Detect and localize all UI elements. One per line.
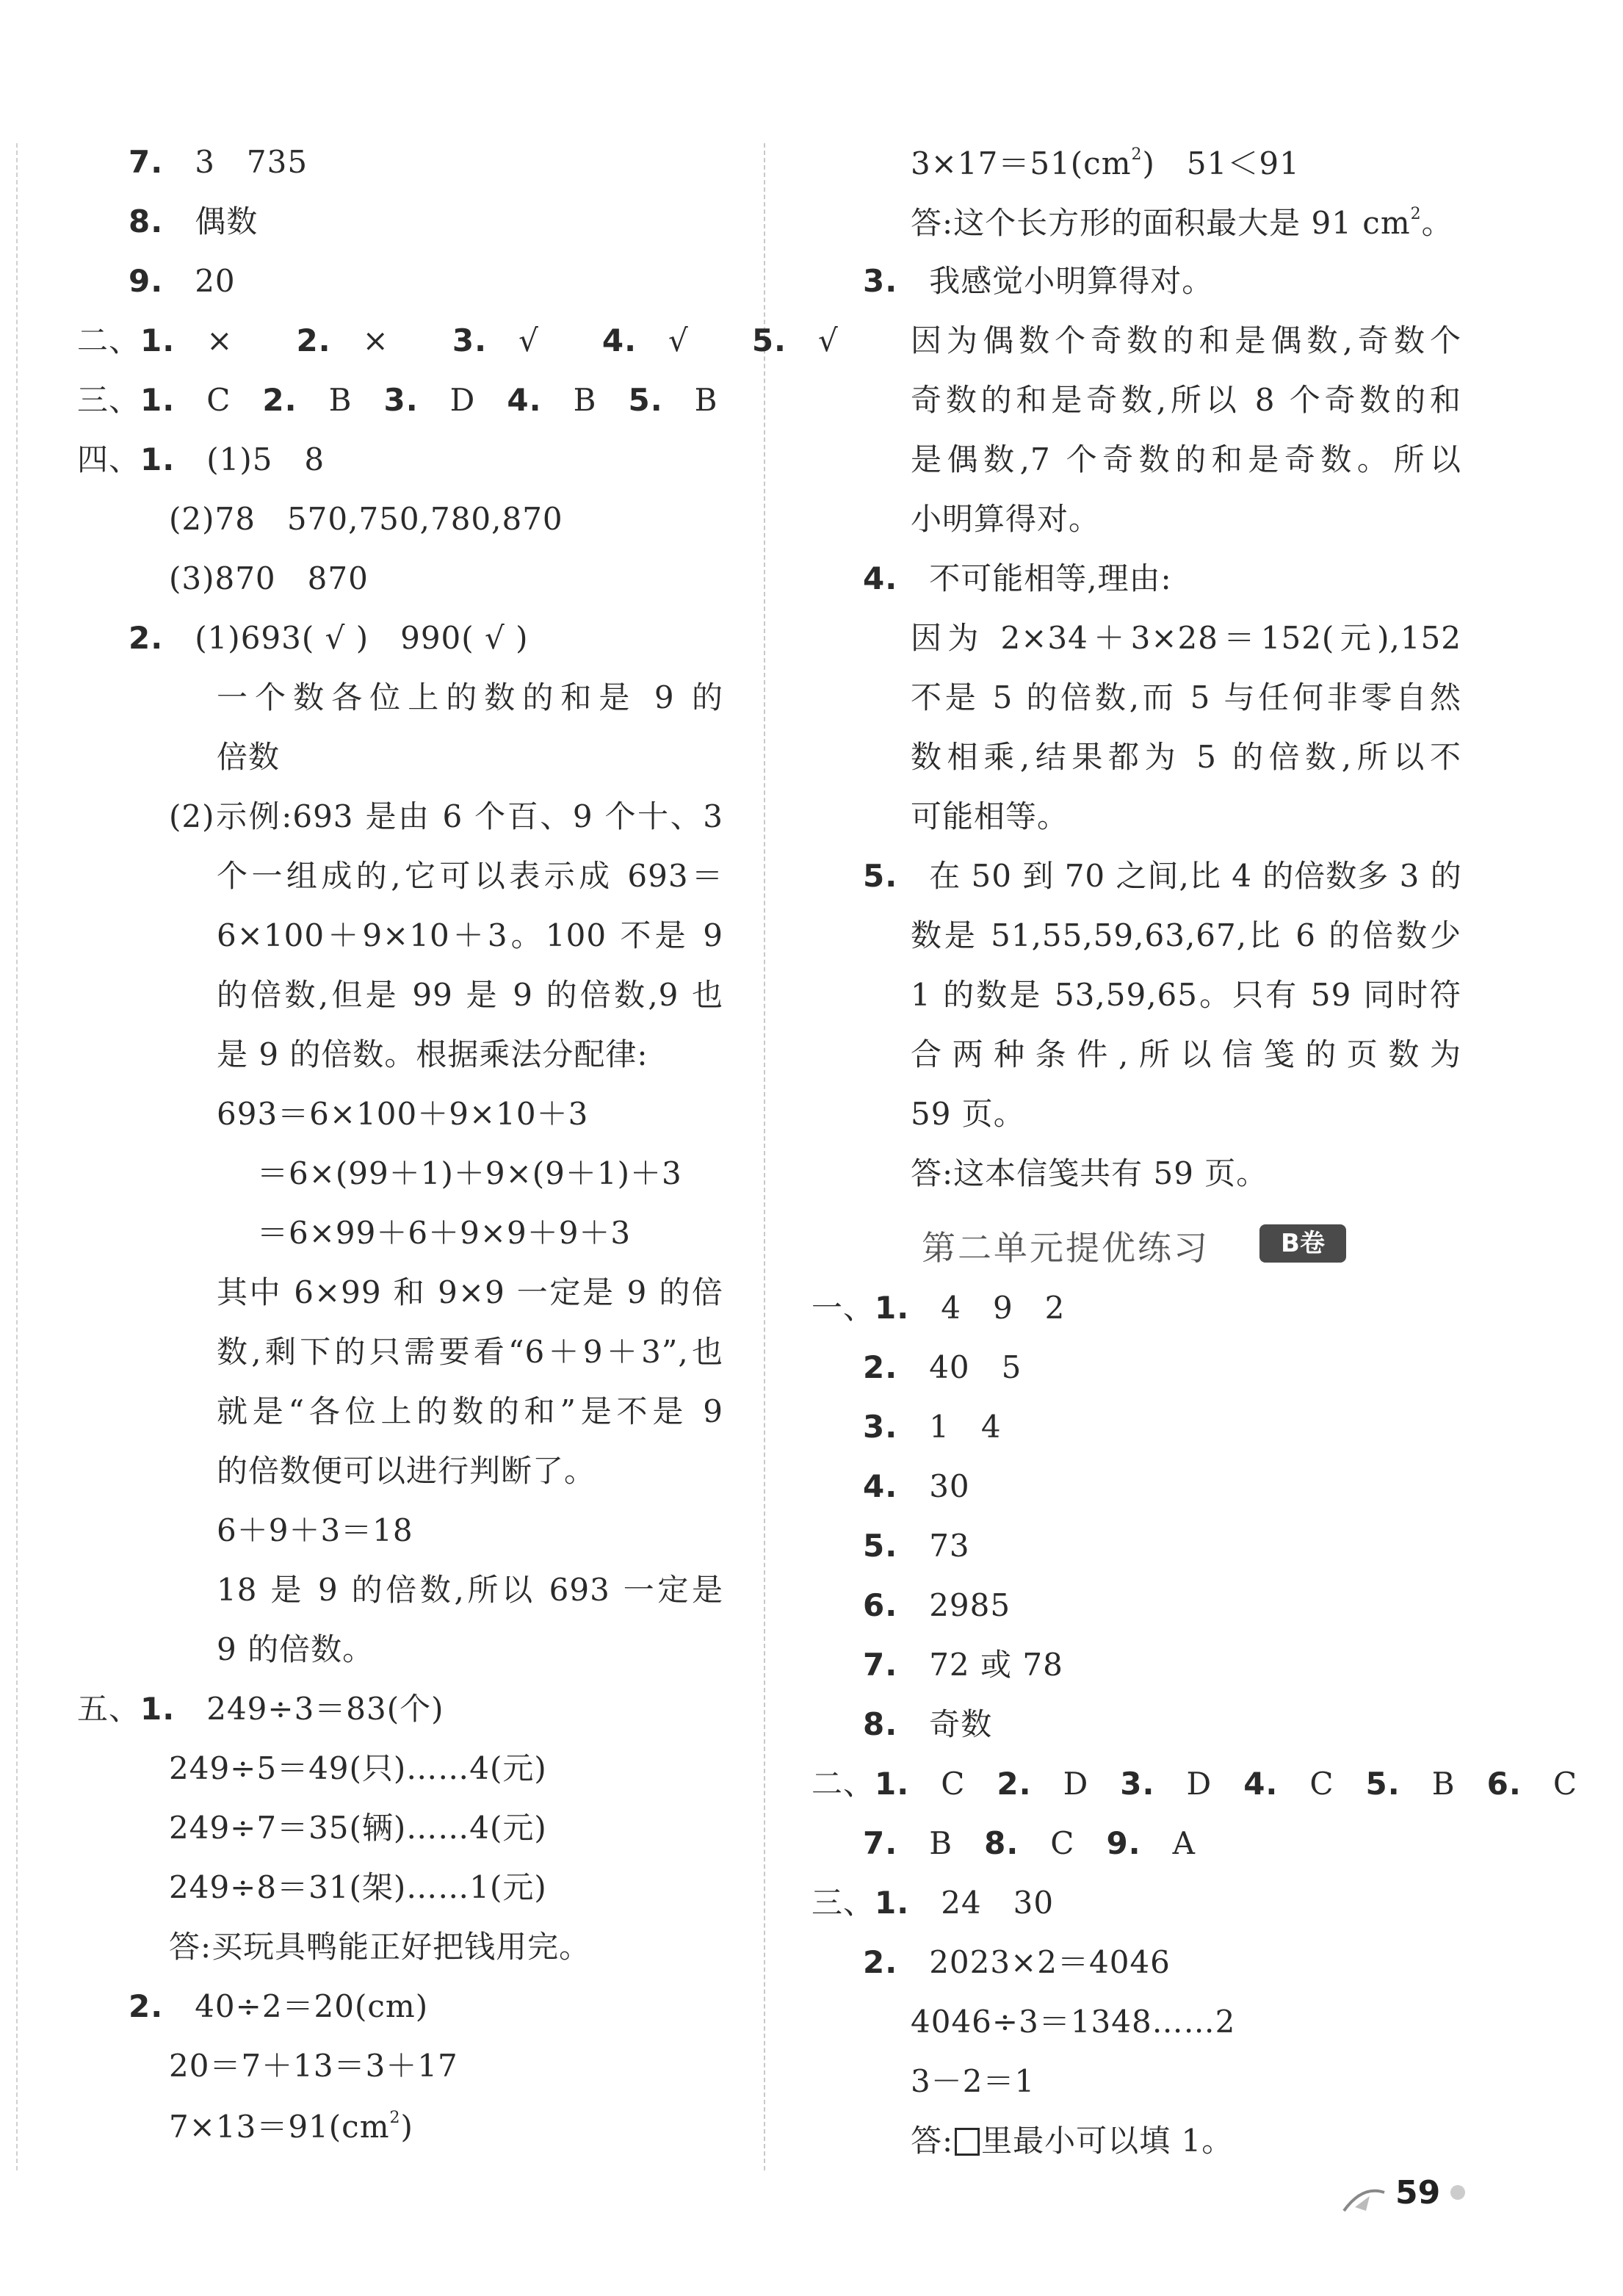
answer-line: 693＝6×100＋9×10＋3 xyxy=(217,1096,589,1132)
answer-line: 4046÷3＝1348……2 xyxy=(911,2004,1236,2040)
answer-line: 一、1. 4 9 2 xyxy=(812,1290,1066,1326)
answer-line: ＝6×99＋6＋9×9＋9＋3 xyxy=(257,1215,632,1251)
answer-line: 6. 2985 xyxy=(863,1587,1011,1623)
answer-line: $3\times 17=51(cm^2)$ 51＜91 xyxy=(911,145,1300,181)
answer-line: 1 的数是 53,59,65。只有 59 同时符 xyxy=(911,977,1461,1013)
answer-line: 奇数的和是奇数,所以 8 个奇数的和 xyxy=(911,382,1461,418)
answer-line: 答:买玩具鸭能正好把钱用完。 xyxy=(169,1929,591,1965)
answer-line: 8. 奇数 xyxy=(863,1706,993,1742)
answer-line: 不是 5 的倍数,而 5 与任何非零自然 xyxy=(911,679,1461,715)
answer-line: 2. 2023×2＝4046 xyxy=(863,1944,1171,1980)
answer-line: 四、1. (1)5 8 xyxy=(77,441,325,477)
answer-line: 倍数 xyxy=(217,739,281,775)
answer-line: (2)示例:693 是由 6 个百、9 个十、3 xyxy=(169,798,723,834)
answer-line: 一个数各位上的数的和是 9 的 xyxy=(217,679,723,715)
answer-line: 4. 30 xyxy=(863,1468,970,1504)
answer-line: 答:这本信笺共有 59 页。 xyxy=(911,1155,1268,1191)
answer-line: 二、1. × 2. × 3. √ 4. √ 5. √ xyxy=(77,322,839,358)
answer-line: 五、1. 249÷3＝83(个) xyxy=(77,1691,444,1727)
answer-line: 2. 40 5 xyxy=(863,1349,1022,1385)
answer-line: 8. 偶数 xyxy=(129,203,259,239)
answer-line: $7\times 13=91(cm^2)$ xyxy=(169,2109,413,2145)
answer-line: 小明算得对。 xyxy=(911,501,1101,537)
answer-line: 三、1. 24 30 xyxy=(812,1885,1055,1921)
answer-line: 5. 在 50 到 70 之间,比 4 的倍数多 3 的 xyxy=(863,858,1462,894)
answer-line: 合两种条件,所以信笺的页数为 xyxy=(911,1036,1461,1072)
page-number: 59 xyxy=(1395,2174,1441,2212)
answer-line: 9 的倍数。 xyxy=(217,1631,375,1667)
answer-line: 是偶数,7 个奇数的和是奇数。所以 xyxy=(911,441,1461,477)
answer-line: 5. 73 xyxy=(863,1528,970,1564)
section-badge: B卷 xyxy=(1259,1224,1346,1263)
answer-line: 因为偶数个奇数的和是偶数,奇数个 xyxy=(911,322,1461,358)
answer-line: 20＝7＋13＝3＋17 xyxy=(169,2048,458,2084)
answer-line: 是 9 的倍数。根据乘法分配律: xyxy=(217,1036,648,1072)
answer-line: 7. 3 735 xyxy=(129,144,308,180)
blank-box xyxy=(955,2128,980,2156)
answer-line: 答: 里最小可以填 1。 xyxy=(911,2123,1234,2159)
answer-line: ＝6×(99＋1)＋9×(9＋1)＋3 xyxy=(257,1155,682,1191)
answer-line: 2. 40÷2＝20(cm) xyxy=(129,1988,429,2024)
answer-line: 18 是 9 的倍数,所以 693 一定是 xyxy=(217,1572,723,1608)
answer-line: 59 页。 xyxy=(911,1096,1025,1132)
answer-line: 数是 51,55,59,63,67,比 6 的倍数少 xyxy=(911,917,1461,953)
answer-line: 就是“各位上的数的和”是不是 9 xyxy=(217,1393,723,1429)
left-margin-rule xyxy=(16,143,18,2170)
answer-line: 三、1. C 2. B 3. D 4. B 5. B xyxy=(77,382,718,418)
answer-line: 7. 72 或 78 xyxy=(863,1647,1063,1683)
answer-line: 249÷5＝49(只)……4(元) xyxy=(169,1750,547,1786)
answer-line: 9. 20 xyxy=(129,263,236,299)
answer-line: 7. B 8. C 9. A xyxy=(863,1825,1196,1861)
answer-line: 6×100＋9×10＋3。100 不是 9 xyxy=(217,917,723,953)
answer-line: 答:这个长方形的面积最大是 91 $cm^2$。 xyxy=(911,205,1453,241)
answer-line: 其中 6×99 和 9×9 一定是 9 的倍 xyxy=(217,1274,723,1310)
answer-line: (2)78 570,750,780,870 xyxy=(169,501,563,537)
answer-line: 2. (1)693( √ ) 990( √ ) xyxy=(129,620,529,656)
answer-line: (3)870 870 xyxy=(169,560,369,596)
answer-line: 6＋9＋3＝18 xyxy=(217,1512,413,1548)
answer-line: 3－2＝1 xyxy=(911,2063,1035,2099)
answer-line: 个一组成的,它可以表示成 693＝ xyxy=(217,858,723,894)
answer-line: 数,剩下的只需要看“6＋9＋3”,也 xyxy=(217,1334,723,1370)
column-divider xyxy=(764,143,765,2170)
answer-line: 可能相等。 xyxy=(911,798,1069,834)
answer-line: 的倍数,但是 99 是 9 的倍数,9 也 xyxy=(217,977,723,1013)
answer-line: 因为 2×34＋3×28＝152(元),152 xyxy=(911,620,1461,656)
answer-line: 二、1. C 2. D 3. D 4. C 5. B 6. C xyxy=(812,1766,1577,1802)
answer-line: 249÷7＝35(辆)……4(元) xyxy=(169,1810,547,1846)
answer-line: 4. 不可能相等,理由: xyxy=(863,560,1172,596)
answer-line: 3. 1 4 xyxy=(863,1409,1002,1445)
answer-line: 3. 我感觉小明算得对。 xyxy=(863,263,1214,299)
section-title: 第二单元提优练习 xyxy=(922,1228,1210,1268)
answer-line: 数相乘,结果都为 5 的倍数,所以不 xyxy=(911,739,1461,775)
answer-line: 的倍数便可以进行判断了。 xyxy=(217,1453,596,1489)
answer-line: 249÷8＝31(架)……1(元) xyxy=(169,1869,547,1905)
